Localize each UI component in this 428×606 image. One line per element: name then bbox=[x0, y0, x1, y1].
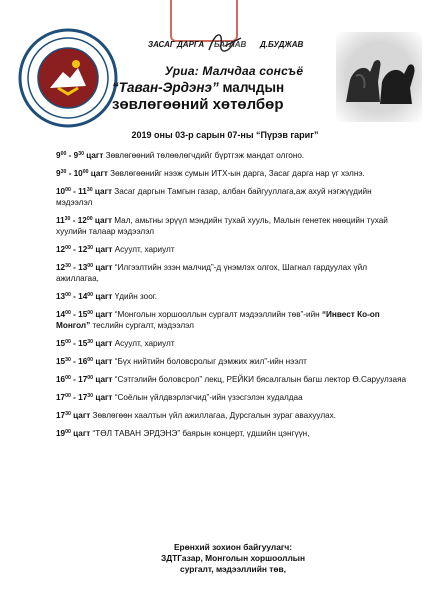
schedule-item bbox=[56, 309, 408, 331]
cagaandelger-logo bbox=[18, 28, 118, 128]
schedule-item bbox=[56, 392, 408, 403]
schedule-time: $15^{30} - 16^{00}$ цагт bbox=[56, 357, 115, 366]
title-line-2-rest: малчдын bbox=[222, 80, 285, 95]
schedule-description: “Бүх нийтийн боловсролыг дэмжих жил”-ийн нээлт bbox=[114, 357, 307, 366]
schedule-list bbox=[56, 150, 408, 446]
schedule-time: $11^{30} - 12^{00}$ цагт bbox=[56, 216, 115, 225]
schedule-description: “Соёлын үйлдвэрлэгчид”-ийн үзэсгэлэн худалдаа bbox=[114, 393, 303, 402]
approver-title: ЗАСАГ ДАРГА bbox=[148, 40, 205, 49]
schedule-item bbox=[56, 168, 408, 179]
schedule-item bbox=[56, 262, 408, 284]
schedule-item bbox=[56, 186, 408, 208]
schedule-item bbox=[56, 215, 408, 237]
event-name: “Таван-Эрдэнэ” bbox=[112, 80, 219, 95]
schedule-time: $15^{00} - 15^{30}$ цагт bbox=[56, 339, 115, 348]
schedule-item bbox=[56, 338, 408, 349]
schedule-item bbox=[56, 428, 408, 439]
schedule-time: $13^{00} - 14^{00}$ цагт bbox=[56, 292, 115, 301]
organizer-line-1: ЗДТГазар, Монголын хоршооллын bbox=[160, 553, 306, 563]
schedule-description: Засаг даргын Тамгын газар, албан байгууллага,аж ахуй нэгжүүдийн мэдээлэл bbox=[56, 187, 372, 207]
schedule-time: $12^{30} - 13^{00}$ цагт bbox=[56, 263, 115, 272]
schedule-description: Үдийн зоог. bbox=[114, 292, 158, 301]
schedule-time: $19^{00}$ цагт bbox=[56, 429, 93, 438]
schedule-time: $10^{00} - 11^{30}$ цагт bbox=[56, 187, 115, 196]
page-title: зөвлөгөөний хөтөлбөр bbox=[112, 96, 284, 113]
schedule-description-tail: теслийн сургалт, мэдээлэл bbox=[90, 321, 194, 330]
schedule-description: Асуулт, хариулт bbox=[114, 245, 175, 254]
schedule-time: $16^{00} - 17^{00}$ цагт bbox=[56, 375, 115, 384]
organizer-line-2: сургалт, мэдээллийн төв, bbox=[180, 564, 286, 574]
schedule-item bbox=[56, 244, 408, 255]
schedule-description: “Монголын хоршооллын сургалт мэдээллийн төв”-ийн bbox=[114, 310, 322, 319]
schedule-description: “Илгээлтийн эзэн малчид”-д үнэмлэх олгох, Шагнал гардуулах үйл ажиллагаа, bbox=[56, 263, 367, 283]
schedule-item bbox=[56, 356, 408, 367]
organizer-heading: Ерөнхий зохион байгуулагч: bbox=[173, 542, 293, 552]
signature-mark bbox=[205, 28, 245, 58]
schedule-time: $9^{30} - 10^{00}$ цагт bbox=[56, 169, 111, 178]
slogan-line: Уриа: Малчдаа сонсъё bbox=[164, 64, 304, 78]
schedule-description: Мал, амьтны эрүүл мэндийн тухай хууль, Малын генетек нөөцийн тухай хуулийн талаар мэдээлэл bbox=[56, 216, 388, 236]
schedule-time: $12^{00} - 12^{30}$ цагт bbox=[56, 245, 115, 254]
schedule-time: $17^{00} - 17^{30}$ цагт bbox=[56, 393, 115, 402]
organizer-block bbox=[0, 542, 428, 575]
schedule-highlight: “Инвест Ко-оп Монгол” bbox=[56, 310, 380, 330]
schedule-description: “ТӨЛ ТАВАН ЭРДЭНЭ” баярын концерт, үдшийн цэнгүүн, bbox=[92, 429, 310, 438]
schedule-item bbox=[56, 410, 408, 421]
schedule-description: Зөвлөгөөн хаалтын үйл ажиллагаа, Дурсгалын зураг авахуулах. bbox=[92, 411, 337, 420]
schedule-item bbox=[56, 374, 408, 385]
schedule-item bbox=[56, 150, 408, 161]
schedule-description: Зөвлөгөөний төлөөлөгчдийг бүртгэж мандат олгоно. bbox=[105, 151, 305, 160]
schedule-item bbox=[56, 291, 408, 302]
schedule-description: Зөвлөгөөнийг нээж сумын ИТХ-ын дарга, Засаг дарга нар үг хэлнэ. bbox=[110, 169, 365, 178]
date-line: 2019 оны 03-р сарын 07-ны “Пүрэв гариг” bbox=[131, 130, 319, 140]
approver-name: Д.БУДЖАВ bbox=[260, 40, 304, 49]
approval-word: БАТЛАВ bbox=[214, 40, 247, 49]
schedule-description: Асуулт, хариулт bbox=[114, 339, 175, 348]
title-line-2 bbox=[112, 80, 284, 95]
schedule-time: $14^{00} - 15^{00}$ цагт bbox=[56, 310, 115, 319]
schedule-time: $17^{30}$ цагт bbox=[56, 411, 93, 420]
schedule-description: “Сэтгэлийн боловсрол” лекц, РЕЙКИ бясалгалын багш лектор Ө.Саруулзаяа bbox=[114, 375, 407, 384]
schedule-time: $9^{00} - 9^{30}$ цагт bbox=[56, 151, 106, 160]
